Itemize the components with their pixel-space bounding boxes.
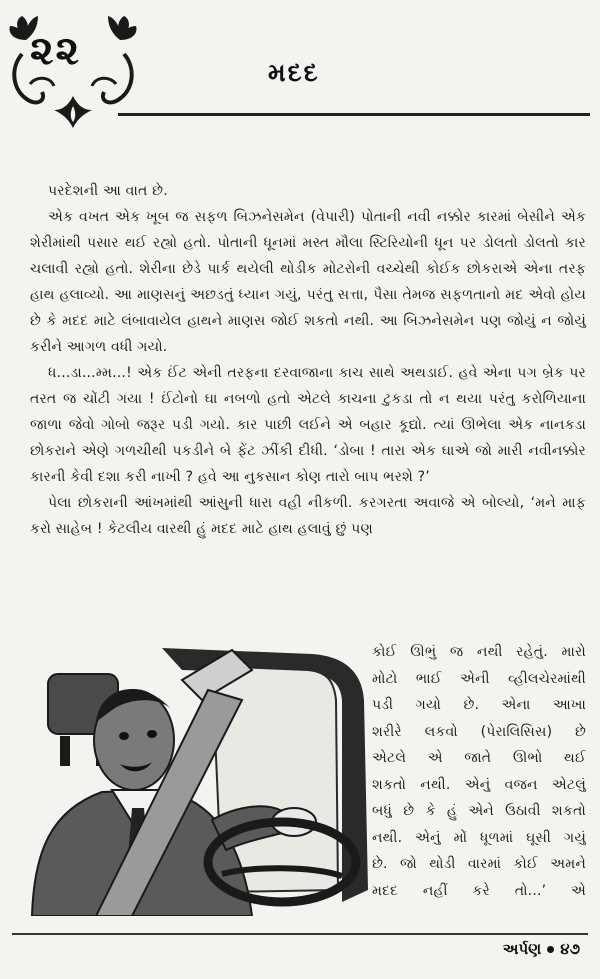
story-paragraph: પરદેશની આ વાત છે. [48, 183, 168, 199]
page-footer [503, 940, 580, 958]
wrapped-line: છે. જો થોડી વારમાં કોઈ અમને [372, 856, 586, 872]
story-body [30, 178, 586, 542]
page-number: ૪૭ [560, 940, 580, 958]
wrapped-line: બધું છે કે હું એને ઉઠાવી શકતો [372, 803, 586, 819]
wrapped-line: પડી ગયો છે. એના આખા [372, 697, 586, 713]
book-title: અર્પણ [502, 940, 542, 958]
footer-divider [12, 933, 588, 935]
wrapped-text-column [372, 639, 586, 904]
wrapped-line: શરીરે લકવો (પેરાલિસિસ) છે [372, 723, 586, 740]
chapter-header [0, 0, 600, 150]
bullet-icon [547, 946, 554, 953]
story-paragraph: પેલા છોકરાની આંખમાંથી આંસુની ધારા વહી નીકળી. કરગરતા અવાજે એ બોલ્યો, ‘મને માફ કરો સાહેબ ! કેટલીય વારથી હું મદદ માટે હાથ હલાવું છું પણ [30, 495, 586, 537]
wrapped-line: એટલે એ જાતે ઊભો થઈ [372, 750, 586, 766]
story-paragraph: એક વખત એક ખૂબ જ સફળ બિઝનેસમેન (વેપારી) પોતાની નવી નક્કોર કારમાં બેસીને એક શેરીમાંથી પસાર થઈ રહ્યો હતો. પોતાની ધૂનમાં મસ્ત મૌલા સ્ટિરિયોની ધૂન પર ડોલતો ડોલતો કાર ચલાવી રહ્યો હતો. શેરીના છેડે પાર્ક થયેલી થોડીક મોટરોની વચ્ચેથી કોઈક છોકરાએ એના તરફ હાથ હલાવ્યો. આ માણસનું અછડતું ધ્યાન ગયું, પરંતુ સત્તા, પૈસા તેમજ સફળતાનો મદ એવો હોય છે કે મદદ માટે લંબાવાયેલ હાથને માણસ જોઈ શકતો નથી. આ બિઝનેસમેન પણ જોયું ન જોયું કરીને આગળ વધી ગયો. [30, 209, 586, 355]
chapter-number: ૨૨ [30, 28, 81, 74]
chapter-title: મદદ [268, 58, 320, 87]
story-paragraph: ધ...ડા...મ્મ...! એક ઈંટ એની તરફના દરવાજાના કાચ સાથે અથડાઈ. હવે એના પગ બ્રેક પર તરત જ ચોંટી ગયા ! ઈંટોનો ઘા નબળો હતો એટલે કાચના ટુકડા તો ન થયા પરંતુ કરોળિયાના જાળા જેવો ગોબો જરૂર પડી ગયો. કાર પાછી લઈને એ બહાર કૂદ્યો. ત્યાં ઊભેલા એક નાનકડા છોકરાને એણે ગળચીથી પકડીને બે ફેંટ ઝીંકી દીધી. ‘ડોબા ! તારા એક ઘાએ જો મારી નવીનક્કોર કારની કેવી દશા કરી નાખી ? હવે આ નુકસાન કોણ તારો બાપ ભરશે ?’ [30, 365, 586, 485]
header-divider [118, 113, 590, 116]
wrapped-line: મોટો ભાઈ એની વ્હીલચેરમાંથી [372, 670, 586, 687]
wrapped-line: મદદ નહીં કરે તો...’ એ [372, 882, 586, 899]
wrapped-line: નથી. એનું મોં ધૂળમાં ઘૂસી ગયું [372, 829, 586, 846]
wrapped-line: કોઈ ઊભું જ નથી રહેતું. મારો [372, 644, 586, 660]
wrapped-line: શકતો નથી. એનું વજન એટલું [372, 776, 586, 793]
driver-illustration [12, 640, 374, 916]
